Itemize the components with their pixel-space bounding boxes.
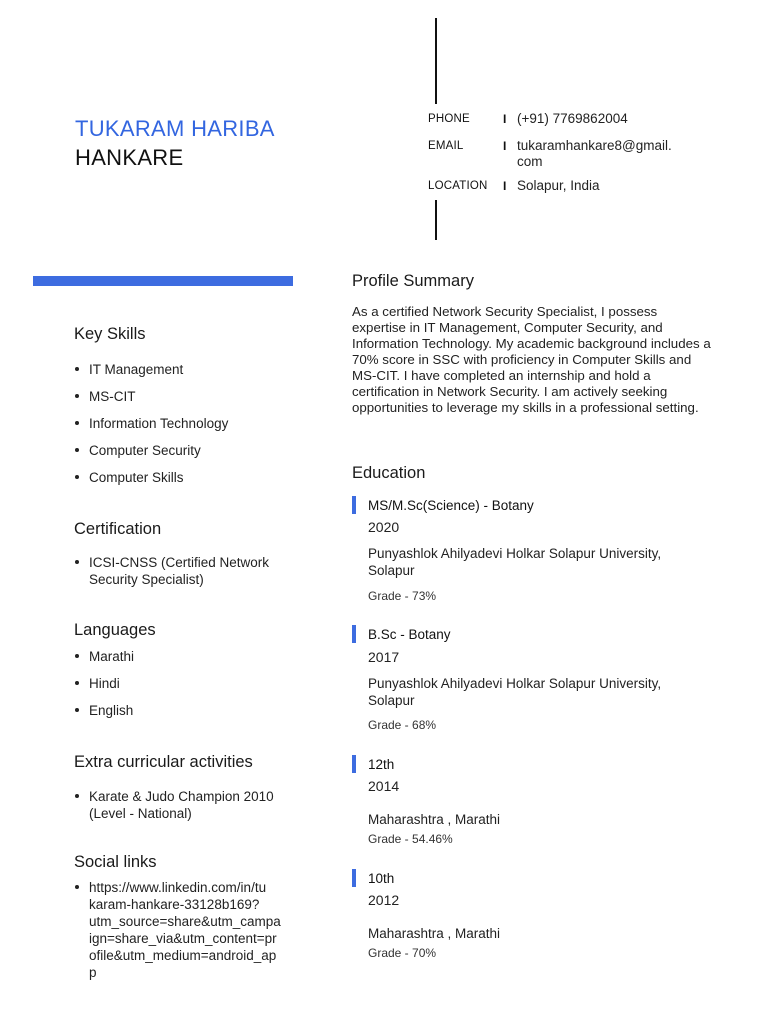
header-divider-top (435, 18, 437, 104)
certification-line-1: ICSI-CNSS (Certified Network (89, 555, 270, 570)
phone-separator: I (503, 112, 507, 126)
institution-line: Solapur (368, 693, 415, 708)
accent-bar (33, 276, 293, 286)
location-label: LOCATION (428, 180, 488, 192)
education-degree: 10th (368, 871, 395, 886)
education-grade: Grade - 70% (368, 946, 437, 960)
link-line: https://www.linkedin.com/in/tu (89, 880, 267, 895)
profile-summary-text: As a certified Network Security Specialist, I possess expertise in IT Management, Computer Security, and Information Technology. My academic background includes a 70% score in SSC with proficiency in Computer Skills and MS-CIT. I have completed an internship and hold a certification in Network Security. I am actively seeking opportunities to leverage my skills in a professional setting. (352, 304, 711, 415)
email-value (517, 138, 672, 170)
skill-item: Information Technology (75, 415, 305, 432)
email-label: EMAIL (428, 140, 464, 152)
education-degree: B.Sc - Botany (368, 627, 451, 642)
education-grade: Grade - 68% (368, 718, 437, 732)
education-year: 2020 (368, 519, 400, 535)
institution-line: Punyashlok Ahilyadevi Holkar Solapur University, (368, 676, 662, 691)
key-skills-list (75, 361, 305, 486)
extra-line-2: (Level - National) (89, 806, 192, 821)
header-divider-bottom (435, 200, 437, 240)
skill-item: Computer Security (75, 442, 305, 459)
language-item: Marathi (75, 648, 305, 665)
education-year: 2017 (368, 649, 400, 665)
education-year: 2012 (368, 892, 400, 908)
link-line: p (89, 965, 97, 980)
certification-title: Certification (74, 520, 162, 538)
social-links-list (75, 879, 300, 981)
education-institution: Maharashtra , Marathi (368, 926, 501, 941)
language-item: English (75, 702, 305, 719)
link-line: karam-hankare-33128b169? (89, 897, 260, 912)
languages-list (75, 648, 305, 719)
education-year: 2014 (368, 778, 400, 794)
link-line: ign=share_via&utm_content=pr (89, 931, 277, 946)
linkedin-link[interactable] (75, 879, 300, 981)
education-marker (352, 625, 356, 643)
extra-curricular-title: Extra curricular activities (74, 753, 253, 771)
email-line-1: tukaramhankare8@gmail. (517, 138, 672, 153)
extra-line-1: Karate & Judo Champion 2010 (89, 789, 274, 804)
location-value: Solapur, India (517, 178, 600, 193)
education-title: Education (352, 464, 426, 482)
skill-item: Computer Skills (75, 469, 305, 486)
key-skills-title: Key Skills (74, 325, 146, 343)
name-last: HANKARE (75, 145, 184, 170)
certification-list (75, 554, 305, 588)
phone-label: PHONE (428, 113, 470, 125)
name-first: TUKARAM HARIBA (75, 116, 275, 141)
location-separator: I (503, 179, 507, 193)
education-institution (368, 545, 661, 579)
education-institution (368, 675, 661, 709)
education-marker (352, 755, 356, 773)
skill-item: IT Management (75, 361, 305, 378)
education-marker (352, 496, 356, 514)
extra-curricular-item (75, 788, 305, 822)
email-separator: I (503, 139, 507, 153)
education-degree: MS/M.Sc(Science) - Botany (368, 498, 534, 513)
link-line: utm_source=share&utm_campa (89, 914, 281, 929)
education-degree: 12th (368, 757, 395, 772)
profile-summary-title: Profile Summary (352, 272, 474, 290)
extra-curricular-list (75, 788, 305, 822)
education-grade: Grade - 54.46% (368, 832, 453, 846)
phone-value: (+91) 7769862004 (517, 111, 628, 126)
certification-item (75, 554, 305, 588)
institution-line: Punyashlok Ahilyadevi Holkar Solapur University, (368, 546, 662, 561)
language-item: Hindi (75, 675, 305, 692)
social-links-title: Social links (74, 853, 157, 871)
education-grade: Grade - 73% (368, 589, 437, 603)
languages-title: Languages (74, 621, 156, 639)
institution-line: Solapur (368, 563, 415, 578)
education-marker (352, 869, 356, 887)
skill-item: MS-CIT (75, 388, 305, 405)
email-line-2: com (517, 154, 543, 169)
link-line: ofile&utm_medium=android_ap (89, 948, 277, 963)
education-institution: Maharashtra , Marathi (368, 812, 501, 827)
certification-line-2: Security Specialist) (89, 572, 204, 587)
